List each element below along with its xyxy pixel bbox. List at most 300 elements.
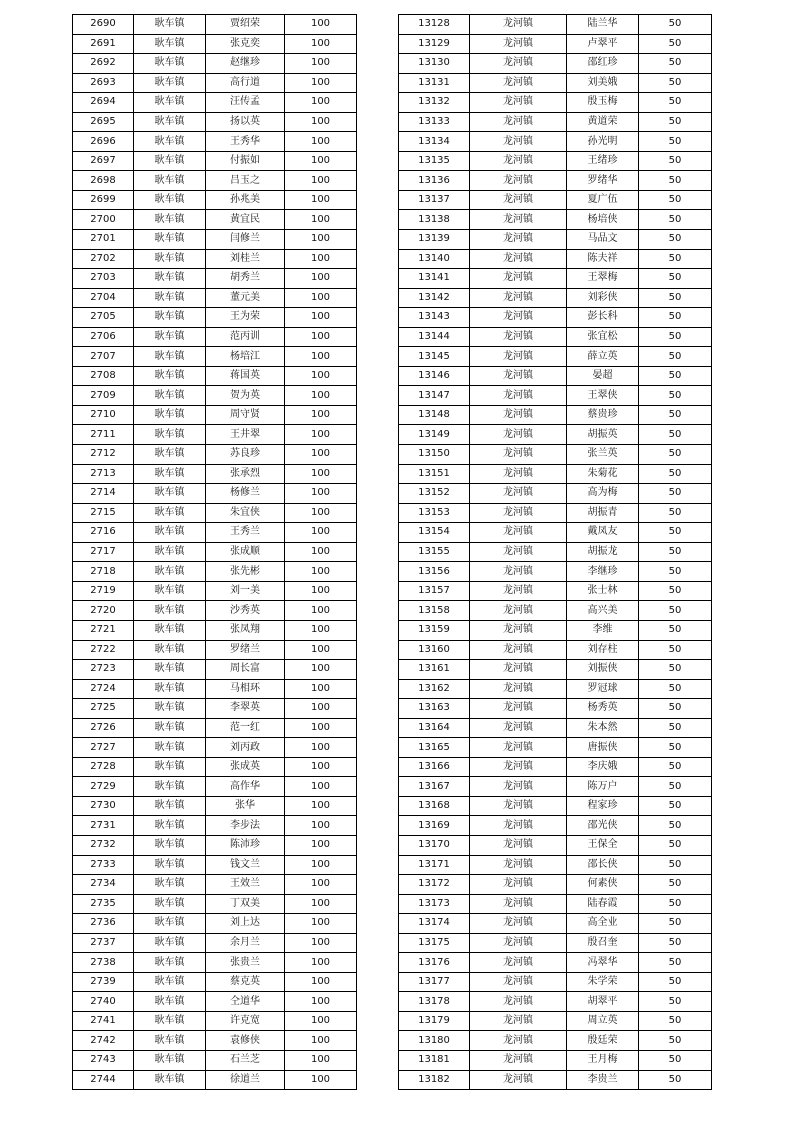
amount-cell: 50	[639, 914, 712, 934]
amount-cell: 50	[639, 503, 712, 523]
amount-cell: 100	[285, 972, 357, 992]
amount-cell: 50	[639, 933, 712, 953]
table-row	[399, 620, 712, 640]
name-cell: 胡翠平	[567, 992, 639, 1012]
record-number-cell: 13171	[399, 855, 470, 875]
table-row	[399, 15, 712, 35]
name-cell: 杨培侠	[567, 210, 639, 230]
table-row	[73, 210, 357, 230]
record-number-cell: 13162	[399, 679, 470, 699]
table-row	[399, 699, 712, 719]
record-number-cell: 13151	[399, 464, 470, 484]
amount-cell: 100	[285, 855, 357, 875]
name-cell: 邵长侠	[567, 855, 639, 875]
amount-cell: 100	[285, 738, 357, 758]
amount-cell: 50	[639, 34, 712, 54]
name-cell: 刘彩侠	[567, 288, 639, 308]
record-number-cell: 2701	[73, 230, 134, 250]
record-number-cell: 2712	[73, 445, 134, 465]
table-row	[73, 933, 357, 953]
name-cell: 孙光明	[567, 132, 639, 152]
amount-cell: 100	[285, 210, 357, 230]
table-row	[73, 93, 357, 113]
name-cell: 朱宜侠	[206, 503, 285, 523]
record-number-cell: 2737	[73, 933, 134, 953]
amount-cell: 50	[639, 132, 712, 152]
table-row	[73, 269, 357, 289]
name-cell: 黄道荣	[567, 112, 639, 132]
amount-cell: 50	[639, 640, 712, 660]
table-row	[399, 972, 712, 992]
record-number-cell: 13133	[399, 112, 470, 132]
table-row	[399, 269, 712, 289]
town-cell: 龙河镇	[470, 933, 567, 953]
name-cell: 邵光侠	[567, 816, 639, 836]
table-row	[399, 484, 712, 504]
record-number-cell: 13155	[399, 542, 470, 562]
record-number-cell: 13172	[399, 875, 470, 895]
record-number-cell: 13158	[399, 601, 470, 621]
record-number-cell: 13137	[399, 190, 470, 210]
name-cell: 蔡贵珍	[567, 405, 639, 425]
name-cell: 刘上达	[206, 914, 285, 934]
amount-cell: 100	[285, 93, 357, 113]
amount-cell: 50	[639, 953, 712, 973]
town-cell: 耿车镇	[134, 796, 206, 816]
table-row	[73, 992, 357, 1012]
town-cell: 龙河镇	[470, 855, 567, 875]
record-number-cell: 13149	[399, 425, 470, 445]
name-cell: 石兰芝	[206, 1050, 285, 1070]
name-cell: 杨培江	[206, 347, 285, 367]
record-number-cell: 2692	[73, 54, 134, 74]
table-row	[73, 1050, 357, 1070]
town-cell: 龙河镇	[470, 190, 567, 210]
town-cell: 龙河镇	[470, 386, 567, 406]
record-number-cell: 2718	[73, 562, 134, 582]
amount-cell: 50	[639, 1070, 712, 1090]
record-number-cell: 13145	[399, 347, 470, 367]
record-number-cell: 2697	[73, 151, 134, 171]
record-number-cell: 2710	[73, 405, 134, 425]
amount-cell: 100	[285, 15, 357, 35]
table-row	[73, 855, 357, 875]
name-cell: 付振如	[206, 151, 285, 171]
name-cell: 蒋国英	[206, 366, 285, 386]
name-cell: 张成英	[206, 757, 285, 777]
record-number-cell: 2711	[73, 425, 134, 445]
amount-cell: 50	[639, 288, 712, 308]
town-cell: 耿车镇	[134, 34, 206, 54]
town-cell: 耿车镇	[134, 386, 206, 406]
record-number-cell: 13131	[399, 73, 470, 93]
record-number-cell: 13138	[399, 210, 470, 230]
table-row	[399, 210, 712, 230]
record-number-cell: 13148	[399, 405, 470, 425]
table-row	[73, 875, 357, 895]
town-cell: 耿车镇	[134, 953, 206, 973]
record-number-cell: 13166	[399, 757, 470, 777]
record-number-cell: 2690	[73, 15, 134, 35]
amount-cell: 50	[639, 816, 712, 836]
amount-cell: 50	[639, 718, 712, 738]
town-cell: 耿车镇	[134, 640, 206, 660]
amount-cell: 50	[639, 660, 712, 680]
town-cell: 耿车镇	[134, 679, 206, 699]
table-row	[399, 875, 712, 895]
name-cell: 程家珍	[567, 796, 639, 816]
table-row	[73, 73, 357, 93]
amount-cell: 100	[285, 835, 357, 855]
record-number-cell: 13154	[399, 523, 470, 543]
table-row	[399, 249, 712, 269]
town-cell: 龙河镇	[470, 269, 567, 289]
amount-cell: 100	[285, 718, 357, 738]
amount-cell: 50	[639, 562, 712, 582]
amount-cell: 50	[639, 835, 712, 855]
record-number-cell: 2694	[73, 93, 134, 113]
table-row	[399, 445, 712, 465]
record-number-cell: 2720	[73, 601, 134, 621]
amount-cell: 50	[639, 190, 712, 210]
name-cell: 张华	[206, 796, 285, 816]
name-cell: 王保全	[567, 835, 639, 855]
town-cell: 龙河镇	[470, 562, 567, 582]
amount-cell: 100	[285, 484, 357, 504]
name-cell: 李贵兰	[567, 1070, 639, 1090]
table-row	[399, 347, 712, 367]
table-row	[399, 855, 712, 875]
town-cell: 龙河镇	[470, 875, 567, 895]
amount-cell: 100	[285, 73, 357, 93]
record-number-cell: 13161	[399, 660, 470, 680]
name-cell: 李维	[567, 620, 639, 640]
record-number-cell: 2743	[73, 1050, 134, 1070]
record-number-cell: 13174	[399, 914, 470, 934]
town-cell: 耿车镇	[134, 1050, 206, 1070]
table-row	[399, 816, 712, 836]
record-number-cell: 2725	[73, 699, 134, 719]
record-number-cell: 13134	[399, 132, 470, 152]
name-cell: 吕玉之	[206, 171, 285, 191]
record-number-cell: 2724	[73, 679, 134, 699]
name-cell: 彭长科	[567, 308, 639, 328]
name-cell: 胡秀兰	[206, 269, 285, 289]
amount-cell: 100	[285, 777, 357, 797]
name-cell: 夏广伍	[567, 190, 639, 210]
table-row	[73, 445, 357, 465]
town-cell: 龙河镇	[470, 581, 567, 601]
record-number-cell: 2736	[73, 914, 134, 934]
name-cell: 高作华	[206, 777, 285, 797]
town-cell: 耿车镇	[134, 1070, 206, 1090]
town-cell: 龙河镇	[470, 835, 567, 855]
amount-cell: 100	[285, 523, 357, 543]
table-row	[399, 425, 712, 445]
table-row	[399, 190, 712, 210]
record-number-cell: 2713	[73, 464, 134, 484]
name-cell: 卢翠平	[567, 34, 639, 54]
amount-cell: 100	[285, 679, 357, 699]
record-number-cell: 2730	[73, 796, 134, 816]
amount-cell: 50	[639, 425, 712, 445]
town-cell: 耿车镇	[134, 54, 206, 74]
record-number-cell: 2728	[73, 757, 134, 777]
name-cell: 王月梅	[567, 1050, 639, 1070]
record-number-cell: 2732	[73, 835, 134, 855]
name-cell: 马相环	[206, 679, 285, 699]
name-cell: 苏良珍	[206, 445, 285, 465]
town-cell: 耿车镇	[134, 581, 206, 601]
record-number-cell: 13165	[399, 738, 470, 758]
amount-cell: 100	[285, 757, 357, 777]
table-row	[73, 171, 357, 191]
town-cell: 龙河镇	[470, 366, 567, 386]
record-number-cell: 2714	[73, 484, 134, 504]
town-cell: 耿车镇	[134, 249, 206, 269]
record-number-cell: 13146	[399, 366, 470, 386]
town-cell: 耿车镇	[134, 894, 206, 914]
record-number-cell: 2741	[73, 1011, 134, 1031]
record-number-cell: 13159	[399, 620, 470, 640]
record-number-cell: 13173	[399, 894, 470, 914]
table-row	[73, 777, 357, 797]
name-cell: 钱文兰	[206, 855, 285, 875]
record-number-cell: 2744	[73, 1070, 134, 1090]
amount-cell: 100	[285, 992, 357, 1012]
table-row	[73, 484, 357, 504]
name-cell: 许克宽	[206, 1011, 285, 1031]
table-row	[73, 347, 357, 367]
table-row	[73, 953, 357, 973]
record-number-cell: 2731	[73, 816, 134, 836]
amount-cell: 100	[285, 542, 357, 562]
amount-cell: 50	[639, 894, 712, 914]
town-cell: 龙河镇	[470, 679, 567, 699]
town-cell: 龙河镇	[470, 73, 567, 93]
name-cell: 王绪珍	[567, 151, 639, 171]
town-cell: 耿车镇	[134, 1031, 206, 1051]
table-row	[73, 523, 357, 543]
town-cell: 耿车镇	[134, 875, 206, 895]
amount-cell: 100	[285, 54, 357, 74]
table-row	[73, 914, 357, 934]
record-number-cell: 2742	[73, 1031, 134, 1051]
amount-cell: 100	[285, 327, 357, 347]
amount-cell: 100	[285, 464, 357, 484]
name-cell: 周长富	[206, 660, 285, 680]
town-cell: 龙河镇	[470, 93, 567, 113]
table-row	[399, 132, 712, 152]
record-number-cell: 13153	[399, 503, 470, 523]
amount-cell: 100	[285, 581, 357, 601]
town-cell: 龙河镇	[470, 112, 567, 132]
town-cell: 龙河镇	[470, 464, 567, 484]
amount-cell: 100	[285, 796, 357, 816]
town-cell: 龙河镇	[470, 601, 567, 621]
record-number-cell: 2738	[73, 953, 134, 973]
name-cell: 王井翠	[206, 425, 285, 445]
name-cell: 张承烈	[206, 464, 285, 484]
table-row	[73, 249, 357, 269]
town-cell: 耿车镇	[134, 288, 206, 308]
table-row	[399, 230, 712, 250]
name-cell: 朱学荣	[567, 972, 639, 992]
amount-cell: 50	[639, 581, 712, 601]
table-row	[399, 73, 712, 93]
amount-cell: 100	[285, 953, 357, 973]
amount-cell: 100	[285, 151, 357, 171]
record-number-cell: 2699	[73, 190, 134, 210]
name-cell: 殷召奎	[567, 933, 639, 953]
table-row	[399, 894, 712, 914]
name-cell: 周守贤	[206, 405, 285, 425]
town-cell: 龙河镇	[470, 660, 567, 680]
table-row	[399, 718, 712, 738]
table-row	[73, 54, 357, 74]
town-cell: 龙河镇	[470, 953, 567, 973]
table-row	[73, 405, 357, 425]
town-cell: 耿车镇	[134, 464, 206, 484]
table-row	[73, 894, 357, 914]
town-cell: 耿车镇	[134, 484, 206, 504]
record-number-cell: 13143	[399, 308, 470, 328]
town-cell: 龙河镇	[470, 288, 567, 308]
town-cell: 耿车镇	[134, 855, 206, 875]
name-cell: 殷玉梅	[567, 93, 639, 113]
town-cell: 耿车镇	[134, 660, 206, 680]
name-cell: 胡振龙	[567, 542, 639, 562]
amount-cell: 50	[639, 1050, 712, 1070]
table-row	[399, 464, 712, 484]
record-number-cell: 2706	[73, 327, 134, 347]
record-number-cell: 13160	[399, 640, 470, 660]
table-row	[73, 796, 357, 816]
name-cell: 李步法	[206, 816, 285, 836]
name-cell: 范丙训	[206, 327, 285, 347]
record-number-cell: 2708	[73, 366, 134, 386]
table-row	[73, 835, 357, 855]
record-number-cell: 2722	[73, 640, 134, 660]
amount-cell: 50	[639, 620, 712, 640]
name-cell: 丁双美	[206, 894, 285, 914]
name-cell: 汪传孟	[206, 93, 285, 113]
record-number-cell: 13163	[399, 699, 470, 719]
table-row	[399, 562, 712, 582]
amount-cell: 100	[285, 386, 357, 406]
town-cell: 耿车镇	[134, 972, 206, 992]
amount-cell: 50	[639, 699, 712, 719]
town-cell: 龙河镇	[470, 151, 567, 171]
amount-cell: 100	[285, 816, 357, 836]
record-number-cell: 2693	[73, 73, 134, 93]
town-cell: 龙河镇	[470, 777, 567, 797]
name-cell: 胡振青	[567, 503, 639, 523]
record-number-cell: 2696	[73, 132, 134, 152]
amount-cell: 100	[285, 601, 357, 621]
town-cell: 龙河镇	[470, 1011, 567, 1031]
table-row	[399, 933, 712, 953]
town-cell: 龙河镇	[470, 992, 567, 1012]
table-row	[73, 366, 357, 386]
town-cell: 耿车镇	[134, 171, 206, 191]
amount-cell: 50	[639, 796, 712, 816]
amount-cell: 50	[639, 366, 712, 386]
town-cell: 耿车镇	[134, 738, 206, 758]
town-cell: 耿车镇	[134, 15, 206, 35]
table-row	[73, 386, 357, 406]
record-number-cell: 13140	[399, 249, 470, 269]
town-cell: 龙河镇	[470, 1031, 567, 1051]
name-cell: 刘存柱	[567, 640, 639, 660]
amount-cell: 50	[639, 151, 712, 171]
record-number-cell: 13130	[399, 54, 470, 74]
town-cell: 耿车镇	[134, 445, 206, 465]
table-row	[73, 151, 357, 171]
amount-cell: 100	[285, 132, 357, 152]
record-number-cell: 13128	[399, 15, 470, 35]
amount-cell: 50	[639, 464, 712, 484]
name-cell: 董元美	[206, 288, 285, 308]
table-row	[399, 992, 712, 1012]
town-cell: 龙河镇	[470, 54, 567, 74]
name-cell: 李庆娥	[567, 757, 639, 777]
record-number-cell: 13176	[399, 953, 470, 973]
amount-cell: 50	[639, 757, 712, 777]
table-row	[399, 738, 712, 758]
table-row	[73, 562, 357, 582]
town-cell: 龙河镇	[470, 34, 567, 54]
amount-cell: 100	[285, 249, 357, 269]
town-cell: 耿车镇	[134, 601, 206, 621]
amount-cell: 100	[285, 933, 357, 953]
name-cell: 马品文	[567, 230, 639, 250]
town-cell: 龙河镇	[470, 210, 567, 230]
town-cell: 耿车镇	[134, 992, 206, 1012]
record-number-cell: 13175	[399, 933, 470, 953]
table-row	[73, 718, 357, 738]
town-cell: 龙河镇	[470, 816, 567, 836]
amount-cell: 100	[285, 288, 357, 308]
amount-cell: 100	[285, 405, 357, 425]
amount-cell: 50	[639, 249, 712, 269]
record-number-cell: 2734	[73, 875, 134, 895]
name-cell: 陈沛珍	[206, 835, 285, 855]
table-row	[73, 699, 357, 719]
amount-cell: 100	[285, 171, 357, 191]
name-cell: 陈夫祥	[567, 249, 639, 269]
name-cell: 余月兰	[206, 933, 285, 953]
name-cell: 孙兆美	[206, 190, 285, 210]
name-cell: 高全业	[567, 914, 639, 934]
amount-cell: 100	[285, 366, 357, 386]
town-cell: 耿车镇	[134, 816, 206, 836]
name-cell: 陈万户	[567, 777, 639, 797]
amount-cell: 50	[639, 347, 712, 367]
record-number-cell: 13129	[399, 34, 470, 54]
name-cell: 张先彬	[206, 562, 285, 582]
record-number-cell: 2727	[73, 738, 134, 758]
town-cell: 耿车镇	[134, 112, 206, 132]
table-row	[399, 523, 712, 543]
table-row	[399, 327, 712, 347]
town-cell: 龙河镇	[470, 972, 567, 992]
town-cell: 龙河镇	[470, 425, 567, 445]
record-number-cell: 2739	[73, 972, 134, 992]
town-cell: 耿车镇	[134, 151, 206, 171]
record-number-cell: 2703	[73, 269, 134, 289]
record-number-cell: 2702	[73, 249, 134, 269]
